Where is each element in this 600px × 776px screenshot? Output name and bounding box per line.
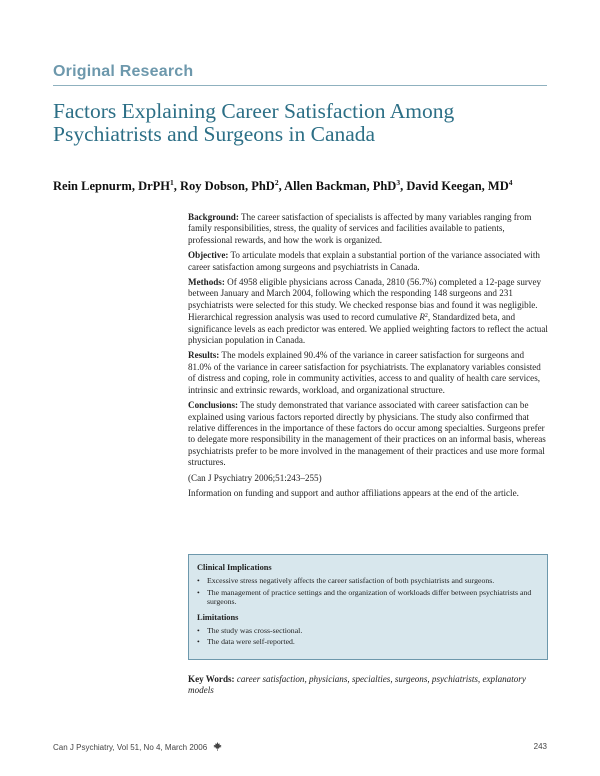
list-item-text: The management of practice settings and the organization of workloads differ between psychiatrists and surgeons. — [207, 587, 532, 607]
citation: (Can J Psychiatry 2006;51:243–255) — [188, 472, 322, 483]
abstract-heading: Conclusions: — [188, 400, 239, 411]
clinical-implications-list — [197, 576, 539, 607]
list-item-text: The data were self-reported. — [207, 637, 295, 647]
author-list — [53, 178, 573, 194]
abstract — [188, 212, 548, 503]
list-item-text: Excessive stress negatively affects the career satisfaction of both psychiatrists and surgeons. — [207, 576, 495, 585]
author-name: Allen Backman, PhD — [284, 179, 397, 193]
author-name: Roy Dobson, PhD — [180, 179, 275, 193]
list-item — [197, 576, 539, 586]
section-divider — [53, 85, 547, 86]
footer-journal — [53, 742, 222, 752]
bullet-icon: • — [197, 587, 200, 597]
abstract-results — [188, 350, 548, 396]
abstract-heading: Objective: — [188, 250, 229, 261]
r-squared-exponent: 2 — [424, 313, 428, 320]
key-words-label: Key Words: — [188, 674, 235, 684]
limitations-list — [197, 626, 539, 647]
limitations-heading: Limitations — [197, 612, 239, 622]
abstract-text: Of 4958 eligible physicians across Canada, 2810 (56.7%) completed a 12-page survey between January and March 2004, following which the responding 148 surgeons and 231 psychiatrists were selected for this study. We checked response bias and found it was negligible. Hierarchical regression analysis was used to record cumulative — [188, 277, 542, 323]
clinical-implications-heading: Clinical Implications — [197, 563, 272, 572]
key-words-text: career satisfaction, physicians, specialties, surgeons, psychiatrists, explanatory models — [188, 674, 526, 695]
r-squared-symbol: R — [419, 312, 425, 323]
abstract-objective — [188, 250, 548, 273]
maple-leaf-icon — [213, 742, 222, 751]
footer-citation: Can J Psychiatry, Vol 51, No 4, March 2006 — [53, 743, 208, 752]
abstract-methods — [188, 277, 548, 346]
abstract-heading: Results: — [188, 350, 220, 361]
page-number: 243 — [533, 742, 547, 751]
article-title — [53, 100, 553, 146]
clinical-implications-box — [188, 554, 548, 660]
abstract-background — [188, 212, 548, 246]
funding-note: Information on funding and support and author affiliations appears at the end of the article. — [188, 487, 519, 498]
abstract-heading: Methods: — [188, 277, 225, 288]
list-item — [197, 626, 539, 636]
key-words — [188, 674, 548, 696]
author-separator: , — [400, 179, 407, 193]
title-line-1: Factors Explaining Career Satisfaction Among — [53, 99, 455, 123]
author-affiliation: 1 — [170, 178, 174, 187]
list-item — [197, 588, 539, 607]
author-affiliation: 4 — [508, 178, 513, 187]
author-affiliation: 3 — [396, 178, 401, 187]
abstract-text: , Standardized beta, and significance levels as each predictor was entered. We applied weighting factors to reflect the actual physician population in Canada. — [188, 312, 548, 346]
author-affiliation: 2 — [274, 178, 279, 187]
abstract-text: The study demonstrated that variance associated with career satisfaction can be explained using various factors reported directly by physicians. The study also confirmed that relative differences in the importance of these factors do occur among specialties. Surgeons prefer to delegate more responsibility in the management of their practices on an informal basis, whereas psychiatrists prefer to be more involved in the management of their practices and use more formal structures. — [188, 400, 546, 468]
title-line-2: Psychiatrists and Surgeons in Canada — [53, 122, 376, 146]
bullet-icon: • — [197, 576, 200, 585]
bullet-icon: • — [197, 637, 200, 647]
section-label: Original Research — [53, 63, 194, 80]
author-separator: , — [173, 179, 181, 193]
abstract-heading: Background: — [188, 212, 239, 222]
abstract-text: To articulate models that explain a substantial portion of the variance associated with career satisfaction among surgeons and psychiatrists in Canada. — [188, 250, 540, 272]
abstract-conclusions — [188, 400, 548, 468]
author-separator: , — [278, 179, 285, 193]
author-name: Rein Lepnurm, DrPH — [53, 179, 171, 193]
bullet-icon: • — [197, 625, 200, 635]
abstract-text: The models explained 90.4% of the variance in career satisfaction for surgeons and 81.0% of the variance in career satisfaction for psychiatrists. The explanatory variables consisted of distress and coping, role in community activities, access to and quality of health care services, intrinsic and extrinsic rewards, workload, and organizational structure. — [188, 350, 541, 395]
list-item — [197, 637, 539, 647]
author-name: David Keegan, MD — [406, 179, 509, 193]
list-item-text: The study was cross-sectional. — [207, 625, 303, 635]
abstract-text: The career satisfaction of specialists is affected by many variables ranging from family responsibilities, stress, the quality of services and facilities available to patients, professional rewards, and how the work is organized. — [188, 212, 532, 245]
